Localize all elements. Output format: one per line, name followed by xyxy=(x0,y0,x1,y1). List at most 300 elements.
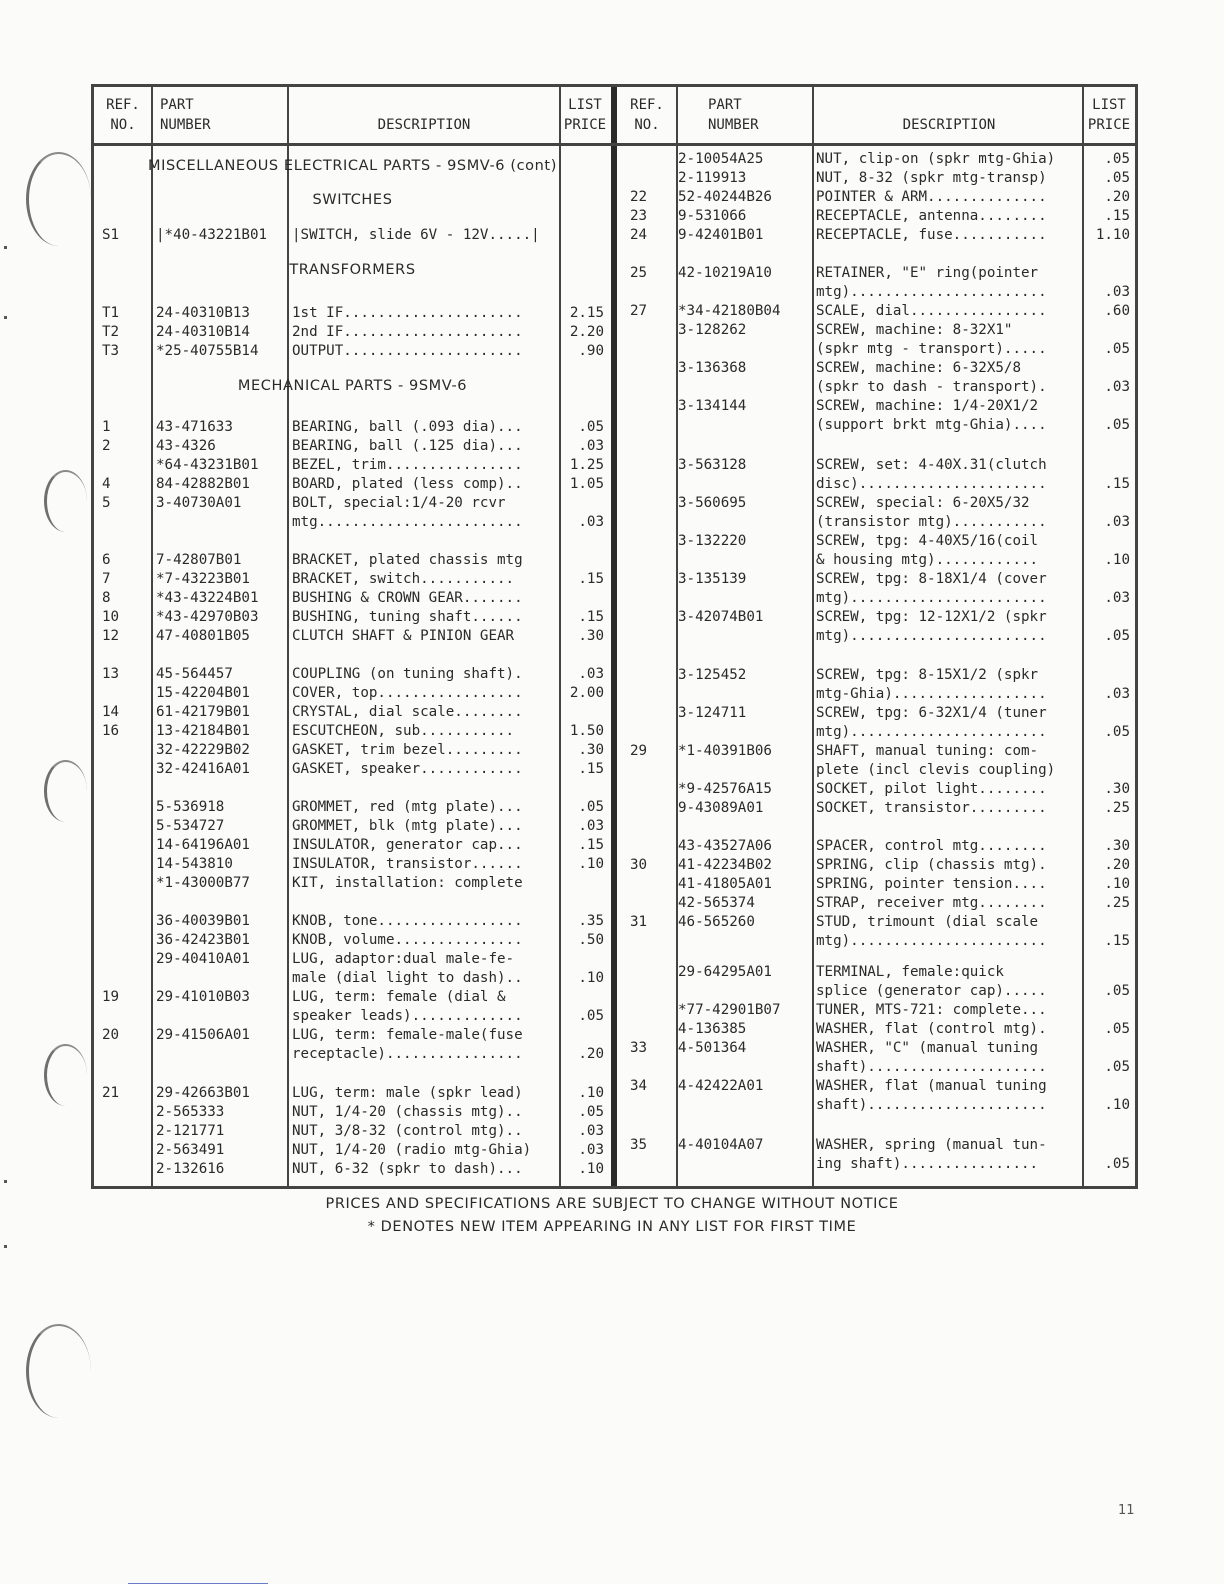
list-price: .05 xyxy=(578,799,604,815)
table-row xyxy=(94,704,1135,723)
table-row xyxy=(94,856,1135,875)
part-number: 4-42422A01 xyxy=(678,1078,764,1094)
list-price: .30 xyxy=(578,742,604,758)
description: TERMINAL, female:quick xyxy=(816,964,1004,980)
table-row xyxy=(94,932,1135,951)
description: GROMMET, red (mtg plate)... xyxy=(292,799,523,815)
description: KNOB, volume............... xyxy=(292,932,523,948)
list-price: 2.20 xyxy=(569,324,604,340)
ref-no: 23 xyxy=(630,208,648,224)
description: 1st IF..................... xyxy=(292,305,523,321)
description: INSULATOR, transistor...... xyxy=(292,856,523,872)
part-number: 3-125452 xyxy=(678,667,747,683)
list-price: .05 xyxy=(1104,417,1130,433)
description: COVER, top................. xyxy=(292,685,523,701)
table-row xyxy=(94,188,1135,207)
part-number: 24-40310B14 xyxy=(156,324,250,340)
description: mtg)....................... xyxy=(816,590,1047,606)
list-price: .30 xyxy=(578,628,604,644)
table-row xyxy=(94,982,1135,1001)
description: SCREW, machine: 1/4-20X1/2 xyxy=(816,398,1039,414)
part-number: 2-121771 xyxy=(156,1123,225,1139)
list-price: .03 xyxy=(578,1123,604,1139)
ref-no: 27 xyxy=(630,303,648,319)
list-price: .03 xyxy=(578,1142,604,1158)
table-row xyxy=(94,589,1135,608)
description: WASHER, spring (manual tun- xyxy=(816,1137,1047,1153)
header-price: LIST PRICE xyxy=(563,97,607,133)
table-row xyxy=(94,894,1135,913)
description: BEARING, ball (.125 dia)... xyxy=(292,438,523,454)
description: NUT, 6-32 (spkr to dash)... xyxy=(292,1161,523,1177)
list-price: .05 xyxy=(1104,983,1130,999)
description: STRAP, receiver mtg........ xyxy=(816,895,1047,911)
ref-no: 6 xyxy=(102,552,111,568)
list-price: .10 xyxy=(1104,552,1130,568)
part-number: 14-64196A01 xyxy=(156,837,250,853)
description: SPRING, pointer tension.... xyxy=(816,876,1047,892)
ref-no: 31 xyxy=(630,914,648,930)
part-number: 14-543810 xyxy=(156,856,233,872)
part-number: 46-565260 xyxy=(678,914,755,930)
table-row xyxy=(94,1136,1135,1155)
description: LUG, term: female (dial & xyxy=(292,989,506,1005)
part-number: 43-4326 xyxy=(156,438,216,454)
description: BEZEL, trim................ xyxy=(292,457,523,473)
description: receptacle)................ xyxy=(292,1046,523,1062)
part-number: 29-41010B03 xyxy=(156,989,250,1005)
table-row xyxy=(94,340,1135,359)
part-number: *1-43000B77 xyxy=(156,875,250,891)
description: NUT, 3/8-32 (control mtg).. xyxy=(292,1123,523,1139)
description: COUPLING (on tuning shaft). xyxy=(292,666,523,682)
description: shaft)..................... xyxy=(816,1097,1047,1113)
list-price: .05 xyxy=(1104,628,1130,644)
list-price: .60 xyxy=(1104,303,1130,319)
ref-no: 19 xyxy=(102,989,120,1005)
punch-hole xyxy=(44,760,87,822)
scan-mark xyxy=(4,246,7,249)
description: (spkr mtg - transport)..... xyxy=(816,341,1047,357)
part-number: 3-563128 xyxy=(678,457,747,473)
part-number: 36-42423B01 xyxy=(156,932,250,948)
ref-no: T1 xyxy=(102,305,120,321)
part-number: 29-42663B01 xyxy=(156,1085,250,1101)
ref-no: 7 xyxy=(102,571,111,587)
part-number: 41-41805A01 xyxy=(678,876,772,892)
description: SCREW, tpg: 8-15X1/2 (spkr xyxy=(816,667,1039,683)
description: BUSHING, tuning shaft...... xyxy=(292,609,523,625)
ref-no: S1 xyxy=(102,227,120,243)
part-number: 3-135139 xyxy=(678,571,747,587)
description: BOLT, special:1/4-20 rcvr xyxy=(292,495,506,511)
description: RECEPTACLE, fuse........... xyxy=(816,227,1047,243)
table-row xyxy=(94,685,1135,704)
ref-no: 5 xyxy=(102,495,111,511)
table-row xyxy=(94,169,1135,188)
description: BRACKET, switch........... xyxy=(292,571,515,587)
list-price: .05 xyxy=(1104,1021,1130,1037)
list-price: .30 xyxy=(1104,781,1130,797)
header-ref: REF. NO. xyxy=(106,97,140,133)
description: GASKET, trim bezel......... xyxy=(292,742,523,758)
list-price: .25 xyxy=(1104,800,1130,816)
description: CLUTCH SHAFT & PINION GEAR xyxy=(292,628,515,644)
description: WASHER, "C" (manual tuning xyxy=(816,1040,1039,1056)
part-number: *34-42180B04 xyxy=(678,303,781,319)
description: |SWITCH, slide 6V - 12V.....| xyxy=(292,227,540,243)
description: CRYSTAL, dial scale........ xyxy=(292,704,523,720)
section-title: MISCELLANEOUS ELECTRICAL PARTS - 9SMV-6 (cont) xyxy=(148,158,557,174)
ref-no: 22 xyxy=(630,189,648,205)
table-row xyxy=(94,963,1135,982)
ref-no: 4 xyxy=(102,476,111,492)
table-row xyxy=(94,742,1135,761)
part-number: 3-42074B01 xyxy=(678,609,764,625)
part-number: 2-565333 xyxy=(156,1104,225,1120)
header-part-right: PART NUMBER xyxy=(708,97,759,133)
list-price: 1.05 xyxy=(569,476,604,492)
part-number: *25-40755B14 xyxy=(156,343,259,359)
table-row xyxy=(94,378,1135,397)
scan-mark xyxy=(4,1245,7,1248)
description: SCREW, tpg: 4-40X5/16(coil xyxy=(816,533,1039,549)
section-title: TRANSFORMERS xyxy=(289,262,416,278)
table-row xyxy=(94,666,1135,685)
description: SCREW, machine: 6-32X5/8 xyxy=(816,360,1021,376)
part-number: 43-471633 xyxy=(156,419,233,435)
part-number: 36-40039B01 xyxy=(156,913,250,929)
list-price: .15 xyxy=(578,609,604,625)
description: GASKET, speaker............ xyxy=(292,761,523,777)
list-price: .10 xyxy=(578,856,604,872)
description: mtg)....................... xyxy=(816,933,1047,949)
list-price: .05 xyxy=(1104,724,1130,740)
description: SCREW, tpg: 6-32X1/4 (tuner xyxy=(816,705,1047,721)
header-desc: DESCRIPTION xyxy=(377,117,471,133)
ref-no: 25 xyxy=(630,265,648,281)
part-number: 3-136368 xyxy=(678,360,747,376)
table-row xyxy=(94,723,1135,742)
list-price: .90 xyxy=(578,343,604,359)
ref-no: T2 xyxy=(102,324,120,340)
part-number: 3-40730A01 xyxy=(156,495,242,511)
table-row xyxy=(94,283,1135,302)
part-number: *77-42901B07 xyxy=(678,1002,781,1018)
ref-no: 2 xyxy=(102,438,111,454)
table-row xyxy=(94,627,1135,646)
list-price: .15 xyxy=(1104,476,1130,492)
scan-mark xyxy=(4,1180,7,1183)
list-price: .15 xyxy=(578,761,604,777)
table-row xyxy=(94,397,1135,416)
description: speaker leads)............. xyxy=(292,1008,523,1024)
part-number: *7-43223B01 xyxy=(156,571,250,587)
description: ESCUTCHEON, sub........... xyxy=(292,723,515,739)
list-price: .05 xyxy=(578,1104,604,1120)
description: mtg........................ xyxy=(292,514,523,530)
part-number: 47-40801B05 xyxy=(156,628,250,644)
description: & housing mtg)............ xyxy=(816,552,1039,568)
part-number: 2-10054A25 xyxy=(678,151,764,167)
table-row xyxy=(94,551,1135,570)
part-number: 29-41506A01 xyxy=(156,1027,250,1043)
part-number: 41-42234B02 xyxy=(678,857,772,873)
description: SCREW, machine: 8-32X1" xyxy=(816,322,1013,338)
description: splice (generator cap)..... xyxy=(816,983,1047,999)
ref-no: 30 xyxy=(630,857,648,873)
ref-no: 21 xyxy=(102,1085,120,1101)
description: SPRING, clip (chassis mtg). xyxy=(816,857,1047,873)
header-ref-right: REF. NO. xyxy=(630,97,664,133)
description: KIT, installation: complete xyxy=(292,875,523,891)
table-row xyxy=(94,264,1135,283)
table-row xyxy=(94,817,1135,836)
ref-no: 34 xyxy=(630,1078,648,1094)
part-number: *43-42970B03 xyxy=(156,609,259,625)
description: GROMMET, blk (mtg plate)... xyxy=(292,818,523,834)
list-price: .05 xyxy=(578,1008,604,1024)
table-row xyxy=(94,207,1135,226)
list-price: 2.00 xyxy=(569,685,604,701)
table-row xyxy=(94,416,1135,435)
list-price: .10 xyxy=(578,970,604,986)
part-number: 45-564457 xyxy=(156,666,233,682)
part-number: 2-563491 xyxy=(156,1142,225,1158)
part-number: 9-531066 xyxy=(678,208,747,224)
ref-no: T3 xyxy=(102,343,120,359)
scan-mark xyxy=(4,316,7,319)
part-number: *9-42576A15 xyxy=(678,781,772,797)
part-number: 5-534727 xyxy=(156,818,225,834)
table-row xyxy=(94,494,1135,513)
parts-table xyxy=(91,84,1138,1189)
list-price: .05 xyxy=(1104,1156,1130,1172)
list-price: .05 xyxy=(1104,170,1130,186)
footer-note: PRICES AND SPECIFICATIONS ARE SUBJECT TO CHANGE WITHOUT NOTICE xyxy=(325,1196,899,1212)
part-number: 29-64295A01 xyxy=(678,964,772,980)
description: POINTER & ARM.............. xyxy=(816,189,1047,205)
description: RETAINER, "E" ring(pointer xyxy=(816,265,1039,281)
list-price: .50 xyxy=(578,932,604,948)
ref-no: 1 xyxy=(102,419,111,435)
list-price: .10 xyxy=(578,1161,604,1177)
description: LUG, term: female-male(fuse xyxy=(292,1027,523,1043)
section-title: MECHANICAL PARTS - 9SMV-6 xyxy=(237,378,468,394)
ref-no: 35 xyxy=(630,1137,648,1153)
part-number: 3-134144 xyxy=(678,398,747,414)
description: (spkr to dash - transport). xyxy=(816,379,1047,395)
table-row xyxy=(94,608,1135,627)
description: ing shaft)................ xyxy=(816,1156,1039,1172)
ref-no: 14 xyxy=(102,704,120,720)
table-row xyxy=(94,150,1135,169)
part-number: 9-42401B01 xyxy=(678,227,764,243)
table-row xyxy=(94,1096,1135,1115)
header-desc-right: DESCRIPTION xyxy=(902,117,996,133)
part-number: 4-136385 xyxy=(678,1021,747,1037)
table-row xyxy=(94,837,1135,856)
list-price: .03 xyxy=(1104,379,1130,395)
list-price: .35 xyxy=(578,913,604,929)
description: WASHER, flat (control mtg). xyxy=(816,1021,1047,1037)
description: plete (incl clevis coupling) xyxy=(816,762,1056,778)
part-number: *64-43231B01 xyxy=(156,457,259,473)
part-number: 32-42416A01 xyxy=(156,761,250,777)
table-row xyxy=(94,875,1135,894)
part-number: 15-42204B01 xyxy=(156,685,250,701)
part-number: 3-124711 xyxy=(678,705,747,721)
description: NUT, 1/4-20 (radio mtg-Ghia) xyxy=(292,1142,532,1158)
list-price: .05 xyxy=(578,419,604,435)
description: BOARD, plated (less comp).. xyxy=(292,476,523,492)
part-number: 4-40104A07 xyxy=(678,1137,764,1153)
punch-hole xyxy=(44,470,87,532)
table-row xyxy=(94,1155,1135,1174)
table-row xyxy=(94,799,1135,818)
description: mtg-Ghia).................. xyxy=(816,686,1047,702)
description: WASHER, flat (manual tuning xyxy=(816,1078,1047,1094)
page-number: 11 xyxy=(1118,1503,1135,1518)
section-title: SWITCHES xyxy=(312,192,393,208)
description: 2nd IF..................... xyxy=(292,324,523,340)
part-number: 13-42184B01 xyxy=(156,723,250,739)
list-price: .15 xyxy=(578,571,604,587)
list-price: .03 xyxy=(1104,514,1130,530)
list-price: .15 xyxy=(1104,208,1130,224)
description: male (dial light to dash).. xyxy=(292,970,523,986)
part-number: 2-132616 xyxy=(156,1161,225,1177)
description: SCREW, special: 6-20X5/32 xyxy=(816,495,1030,511)
description: BUSHING & CROWN GEAR....... xyxy=(292,590,523,606)
list-price: .05 xyxy=(1104,341,1130,357)
part-number: 61-42179B01 xyxy=(156,704,250,720)
table-row xyxy=(94,1020,1135,1039)
part-number: 24-40310B13 xyxy=(156,305,250,321)
list-price: .20 xyxy=(1104,189,1130,205)
list-price: .20 xyxy=(578,1046,604,1062)
description: shaft)..................... xyxy=(816,1059,1047,1075)
part-number: 9-43089A01 xyxy=(678,800,764,816)
description: KNOB, tone................. xyxy=(292,913,523,929)
description: mtg)....................... xyxy=(816,628,1047,644)
list-price: 1.10 xyxy=(1095,227,1130,243)
part-number: 2-119913 xyxy=(678,170,747,186)
ref-no: 20 xyxy=(102,1027,120,1043)
description: NUT, 1/4-20 (chassis mtg).. xyxy=(292,1104,523,1120)
table-row xyxy=(94,475,1135,494)
table-row xyxy=(94,532,1135,551)
list-price: 2.15 xyxy=(569,305,604,321)
description: BRACKET, plated chassis mtg xyxy=(292,552,523,568)
table-row xyxy=(94,1039,1135,1058)
table-row xyxy=(94,321,1135,340)
description: SOCKET, pilot light........ xyxy=(816,781,1047,797)
ref-no: 12 xyxy=(102,628,120,644)
description: NUT, 8-32 (spkr mtg-transp) xyxy=(816,170,1047,186)
part-number: *1-40391B06 xyxy=(678,743,772,759)
footer-note: * DENOTES NEW ITEM APPEARING IN ANY LIST FOR FIRST TIME xyxy=(367,1219,857,1235)
description: SOCKET, transistor......... xyxy=(816,800,1047,816)
description: (transistor mtg)........... xyxy=(816,514,1047,530)
table-row xyxy=(94,1077,1135,1096)
part-number: 7-42807B01 xyxy=(156,552,242,568)
part-number: 5-536918 xyxy=(156,799,225,815)
table-row xyxy=(94,780,1135,799)
table-row xyxy=(94,302,1135,321)
ref-no: 16 xyxy=(102,723,120,739)
ref-no: 29 xyxy=(630,743,648,759)
description: LUG, adaptor:dual male-fe- xyxy=(292,951,515,967)
list-price: .03 xyxy=(1104,284,1130,300)
punch-hole xyxy=(44,1044,87,1106)
table-row xyxy=(94,456,1135,475)
list-price: 1.50 xyxy=(569,723,604,739)
header-part: PART NUMBER xyxy=(160,97,211,133)
description: SCREW, tpg: 8-18X1/4 (cover xyxy=(816,571,1047,587)
description: mtg)....................... xyxy=(816,724,1047,740)
list-price: .20 xyxy=(1104,857,1130,873)
list-price: .03 xyxy=(578,818,604,834)
description: BEARING, ball (.093 dia)... xyxy=(292,419,523,435)
part-number: 52-40244B26 xyxy=(678,189,772,205)
description: SPACER, control mtg........ xyxy=(816,838,1047,854)
list-price: .03 xyxy=(578,438,604,454)
list-price: .03 xyxy=(1104,686,1130,702)
part-number: 4-501364 xyxy=(678,1040,747,1056)
description: OUTPUT..................... xyxy=(292,343,523,359)
part-number: 3-128262 xyxy=(678,322,747,338)
description: RECEPTACLE, antenna........ xyxy=(816,208,1047,224)
ref-no: 13 xyxy=(102,666,120,682)
list-price: 1.25 xyxy=(569,457,604,473)
table-row xyxy=(94,513,1135,532)
part-number: 3-560695 xyxy=(678,495,747,511)
part-number: 3-132220 xyxy=(678,533,747,549)
table-row xyxy=(94,1058,1135,1077)
table-row xyxy=(94,226,1135,245)
part-number: *43-43224B01 xyxy=(156,590,259,606)
description: LUG, term: male (spkr lead) xyxy=(292,1085,523,1101)
description: SHAFT, manual tuning: com- xyxy=(816,743,1039,759)
list-price: .15 xyxy=(578,837,604,853)
ref-no: 10 xyxy=(102,609,120,625)
list-price: .25 xyxy=(1104,895,1130,911)
list-price: .05 xyxy=(1104,151,1130,167)
part-number: 29-40410A01 xyxy=(156,951,250,967)
table-row xyxy=(94,437,1135,456)
description: mtg)....................... xyxy=(816,284,1047,300)
description: SCREW, tpg: 12-12X1/2 (spkr xyxy=(816,609,1047,625)
table-row xyxy=(94,761,1135,780)
list-price: .10 xyxy=(1104,876,1130,892)
part-number: |*40-43221B01 xyxy=(156,227,268,243)
description: TUNER, MTS-721: complete... xyxy=(816,1002,1047,1018)
description: NUT, clip-on (spkr mtg-Ghia) xyxy=(816,151,1056,167)
header-price-right: LIST PRICE xyxy=(1087,97,1131,133)
part-number: 42-565374 xyxy=(678,895,755,911)
list-price: .15 xyxy=(1104,933,1130,949)
table-row xyxy=(94,359,1135,378)
part-number: 32-42229B02 xyxy=(156,742,250,758)
list-price: .30 xyxy=(1104,838,1130,854)
ref-no: 24 xyxy=(630,227,648,243)
list-price: .03 xyxy=(578,666,604,682)
description: disc)...................... xyxy=(816,476,1047,492)
list-price: .03 xyxy=(578,514,604,530)
list-price: .03 xyxy=(1104,590,1130,606)
table-row xyxy=(94,913,1135,932)
